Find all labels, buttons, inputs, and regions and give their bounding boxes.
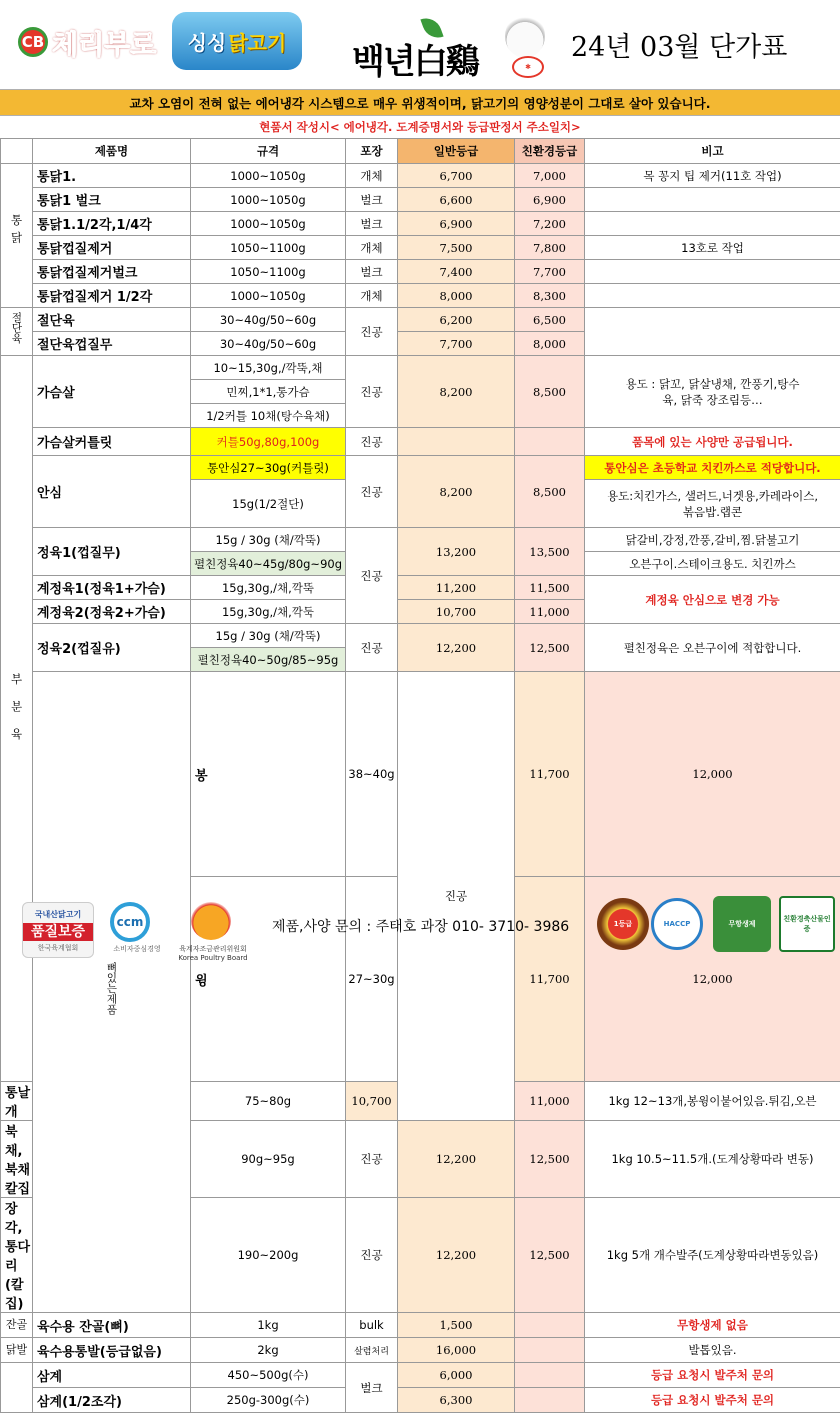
general-price: 7,500 [398, 236, 515, 260]
table-row [1, 356, 840, 380]
product-remark: 1kg 12~13개,봉윙이붙어있음.튀김,오븐 [585, 1082, 840, 1121]
product-name: 북채,북채칼집 [1, 1121, 33, 1198]
product-name: 장각,통다리(칼집) [1, 1198, 33, 1313]
table-row [1, 1363, 840, 1388]
product-spec: 펼친정육40~45g/80g~90g [191, 552, 346, 576]
eco-price: 12,500 [515, 624, 585, 672]
product-name: 통닭껍질제거벌크 [33, 260, 191, 284]
cherrybro-wordmark: 체리부로 [52, 23, 156, 62]
eco-price: 11,000 [515, 1082, 585, 1121]
quality-guarantee-badge [22, 902, 94, 958]
product-spec: 1000~1050g [191, 188, 346, 212]
product-name: 통닭1.1/2각,1/4각 [33, 212, 191, 236]
product-name: 정육2(껍질유) [33, 624, 191, 672]
table-row [1, 236, 840, 260]
table-row [1, 1313, 840, 1338]
category-cut: 절단육 [1, 308, 33, 356]
product-spec: 90g~95g [191, 1121, 346, 1198]
eco-price: 8,500 [515, 456, 585, 528]
haccp-cert-icon: HACCP [651, 898, 703, 950]
product-remark: 등급 요청시 발주처 문의 [585, 1388, 840, 1413]
eco-price [515, 1388, 585, 1413]
product-pack: 살렴처리 [346, 1338, 398, 1363]
general-price: 16,000 [398, 1338, 515, 1363]
table-row [1, 428, 840, 456]
eco-price: 8,300 [515, 284, 585, 308]
product-name: 통닭1 벌크 [33, 188, 191, 212]
general-price: 12,200 [398, 1121, 515, 1198]
table-row [1, 164, 840, 188]
cherrybro-badge: CB [18, 27, 48, 57]
stamp-icon: ✱ [512, 56, 544, 78]
category-feet: 닭발 [1, 1338, 33, 1363]
product-remark: 통안심은 초등학교 치킨까스로 적당합니다. [585, 456, 840, 480]
product-pack: 개체 [346, 236, 398, 260]
general-price: 8,200 [398, 356, 515, 428]
product-remark: 품목에 있는 사양만 공급됩니다. [585, 428, 840, 456]
col-name: 제품명 [33, 139, 191, 164]
ccm-caption: 소비자중심경영 [104, 944, 170, 954]
singsing-text: 싱싱 [188, 27, 227, 56]
product-spec: 2kg [191, 1338, 346, 1363]
product-spec: 15g / 30g (채/깍뚝) [191, 624, 346, 648]
product-name: 통닭껍질제거 1/2각 [33, 284, 191, 308]
baeknyeon-logo [350, 10, 550, 80]
product-spec: 15g / 30g (채/깍뚝) [191, 528, 346, 552]
product-name: 절단육껍질무 [33, 332, 191, 356]
eco-cert-icon: 친환경축산물인증 [779, 896, 835, 952]
product-remark: 발톱있음. [585, 1338, 840, 1363]
general-price: 6,700 [398, 164, 515, 188]
product-pack: 진공 [346, 456, 398, 528]
col-pack: 포장 [346, 139, 398, 164]
product-spec: 1/2커틀 10채(탕수육채) [191, 404, 346, 428]
egg-icon [191, 902, 231, 940]
eco-price: 8,500 [515, 356, 585, 428]
product-pack: 진공 [346, 528, 398, 624]
product-spec: 1kg [191, 1313, 346, 1338]
product-pack: 진공 [346, 356, 398, 428]
table-row [1, 260, 840, 284]
product-spec: 38~40g [346, 672, 398, 877]
product-remark: 1kg 5개 개수발주(도계상황따라변동있음) [585, 1198, 840, 1313]
category-bone: 뼈있는제품 [33, 672, 191, 1313]
table-row [1, 284, 840, 308]
general-price: 13,200 [398, 528, 515, 576]
product-remark [585, 212, 840, 236]
general-price: 1,500 [398, 1313, 515, 1338]
category-header-cell [1, 139, 33, 164]
poultry-board-caption [173, 944, 253, 962]
badge-main-text: 품질보증 [23, 923, 93, 941]
category-samgye [1, 1363, 33, 1413]
product-name: 계정육2(정육2+가슴) [33, 600, 191, 624]
category-parts: 부분육 [1, 356, 33, 1082]
general-price: 7,400 [398, 260, 515, 284]
eco-price: 13,500 [515, 528, 585, 576]
eco-price: 7,000 [515, 164, 585, 188]
product-remark: 오븐구이.스테이크용도. 치킨까스 [585, 552, 840, 576]
product-pack: 벌크 [346, 188, 398, 212]
table-row [1, 672, 840, 877]
poultry-board-english: Korea Poultry Board [178, 954, 247, 962]
col-remark: 비고 [585, 139, 840, 164]
antibiotic-free-cert-icon: 무항생제 [713, 896, 771, 952]
product-spec: 커틀50g,80g,100g [191, 428, 346, 456]
eco-price: 7,200 [515, 212, 585, 236]
eco-price: 6,900 [515, 188, 585, 212]
product-spec: 1050~1100g [191, 236, 346, 260]
product-remark: 등급 요청시 발주처 문의 [585, 1363, 840, 1388]
product-spec: 15g,30g,/채,깍뚝 [191, 576, 346, 600]
product-name: 통닭껍질제거 [33, 236, 191, 260]
general-price: 8,200 [398, 456, 515, 528]
table-row [1, 212, 840, 236]
product-pack: 벌크 [346, 260, 398, 284]
eco-price: 6,500 [515, 308, 585, 332]
poultry-board-badge [173, 902, 251, 956]
price-table [0, 138, 840, 1413]
general-price: 12,200 [398, 1198, 515, 1313]
product-spec: 1000~1050g [191, 284, 346, 308]
product-remark: 무항생제 없음 [585, 1313, 840, 1338]
eco-price: 7,700 [515, 260, 585, 284]
product-name: 정육1(껍질무) [33, 528, 191, 576]
product-remark: 목 꽁지 팁 제거(11호 작업) [585, 164, 840, 188]
badge-top-text: 국내산닭고기 [23, 909, 93, 920]
table-header-row [1, 139, 840, 164]
product-spec: 15g,30g,/채,깍둑 [191, 600, 346, 624]
general-price: 12,200 [398, 624, 515, 672]
product-name: 봉 [191, 672, 346, 877]
product-remark [585, 308, 840, 356]
product-spec: 27~30g [346, 877, 398, 1082]
table-row [1, 1388, 840, 1413]
product-spec: 펼친정육40~50g/85~95g [191, 648, 346, 672]
col-eco: 친환경등급 [515, 139, 585, 164]
page-title: 24년 03월 단가표 [571, 25, 787, 64]
category-whole: 통닭 [1, 164, 33, 308]
eco-price: 11,500 [515, 576, 585, 600]
general-price: 6,300 [398, 1388, 515, 1413]
general-price: 6,000 [398, 1363, 515, 1388]
eco-price: 12,000 [585, 672, 840, 877]
order-note: 현품서 작성시< 에어냉각. 도계증명서와 등급판정서 주소일치> [0, 116, 840, 138]
product-pack: 진공 [346, 428, 398, 456]
product-pack: 벌크 [346, 212, 398, 236]
eco-price [515, 428, 585, 456]
eco-price [515, 1313, 585, 1338]
product-pack: 개체 [346, 164, 398, 188]
product-spec: 30~40g/50~60g [191, 308, 346, 332]
product-spec: 민찌,1*1,통가슴 [191, 380, 346, 404]
general-price: 10,700 [398, 600, 515, 624]
product-pack: 진공 [346, 308, 398, 356]
product-pack: 진공 [346, 1121, 398, 1198]
general-price: 7,700 [398, 332, 515, 356]
eco-price: 11,000 [515, 600, 585, 624]
hygiene-banner: 교차 오염이 전혀 없는 에어냉각 시스템으로 매우 위생적이며, 닭고기의 영양성분이 그대로 살아 있습니다. [0, 89, 840, 116]
product-spec: 450~500g(수) [191, 1363, 346, 1388]
product-remark: 펼친정육은 오븐구이에 적합합니다. [585, 624, 840, 672]
col-spec: 규격 [191, 139, 346, 164]
table-row [1, 308, 840, 332]
general-price: 10,700 [346, 1082, 398, 1121]
product-spec: 1000~1050g [191, 212, 346, 236]
product-pack: 진공 [346, 624, 398, 672]
product-name: 가슴살커틀릿 [33, 428, 191, 456]
product-spec: 15g(1/2절단) [191, 480, 346, 528]
general-price: 11,700 [515, 672, 585, 877]
table-row [1, 188, 840, 212]
product-name: 육수용통발(등급없음) [33, 1338, 191, 1363]
product-name: 육수용 잔골(뼈) [33, 1313, 191, 1338]
table-row [1, 528, 840, 552]
product-pack: bulk [346, 1313, 398, 1338]
product-name: 안심 [33, 456, 191, 528]
chicken-text: 닭고기 [228, 27, 286, 56]
header [0, 0, 840, 88]
eco-price: 12,500 [515, 1198, 585, 1313]
product-remark: 닭갈비,강정,깐풍,갈비,찜.닭불고기 [585, 528, 840, 552]
eco-price: 8,000 [515, 332, 585, 356]
table-row [1, 624, 840, 648]
product-pack: 진공 [346, 1198, 398, 1313]
contact-info: 제품,사양 문의 : 주태호 과장 010- 3710- 3986 [272, 916, 569, 936]
product-spec: 1050~1100g [191, 260, 346, 284]
eco-price: 12,500 [515, 1121, 585, 1198]
product-name: 가슴살 [33, 356, 191, 428]
product-name: 통닭1. [33, 164, 191, 188]
table-row [1, 1338, 840, 1363]
product-remark [585, 284, 840, 308]
eco-price [515, 1338, 585, 1363]
cherrybro-logo [18, 22, 156, 62]
general-price: 6,200 [398, 308, 515, 332]
product-spec: 1000~1050g [191, 164, 346, 188]
baeknyeon-wordmark: 백년白鷄 [352, 34, 478, 83]
footer [0, 892, 840, 966]
general-price: 6,900 [398, 212, 515, 236]
product-spec: 30~40g/50~60g [191, 332, 346, 356]
grade-cert-icon: 1등급 [597, 898, 649, 950]
product-name: 계정육1(정육1+가슴) [33, 576, 191, 600]
hen-icon [505, 14, 545, 58]
category-small: 잔골 [1, 1313, 33, 1338]
general-price: 8,000 [398, 284, 515, 308]
table-row [1, 456, 840, 480]
product-remark: 13호로 작업 [585, 236, 840, 260]
singsing-chicken-logo [172, 12, 302, 70]
product-remark: 용도 : 닭꼬, 닭살냉채, 깐풍기,탕수육, 닭죽 장조림등… [585, 356, 840, 428]
general-price: 6,600 [398, 188, 515, 212]
eco-price: 7,800 [515, 236, 585, 260]
eco-price: 12,000 [585, 877, 840, 1082]
badge-sub-text: 한국육계협회 [23, 943, 93, 953]
ccm-badge [104, 902, 164, 956]
general-price: 11,200 [398, 576, 515, 600]
product-remark: 1kg 10.5~11.5개.(도계상황따라 변동) [585, 1121, 840, 1198]
product-spec: 250g-300g(수) [191, 1388, 346, 1413]
col-general: 일반등급 [398, 139, 515, 164]
product-pack: 벌크 [346, 1363, 398, 1413]
table-row [1, 576, 840, 600]
product-name: 통날개 [1, 1082, 33, 1121]
product-spec: 75~80g [191, 1082, 346, 1121]
product-spec: 10~15,30g,/깍뚝,채 [191, 356, 346, 380]
product-name: 윙 [191, 877, 346, 1082]
product-remark: 용도:치킨가스, 샐러드,너겟용,카레라이스, 볶음밥.랩콘 [585, 480, 840, 528]
product-spec: 통안심27~30g(커틀릿) [191, 456, 346, 480]
eco-price [515, 1363, 585, 1388]
poultry-board-name: 육계자조금관리위원회 [179, 945, 247, 953]
product-name: 절단육 [33, 308, 191, 332]
product-remark: 계정육 안심으로 변경 가능 [585, 576, 840, 624]
ccm-icon: ccm [110, 902, 150, 942]
product-pack: 진공 [398, 672, 515, 1121]
product-remark [585, 188, 840, 212]
product-remark [585, 260, 840, 284]
product-spec: 190~200g [191, 1198, 346, 1313]
product-pack: 개체 [346, 284, 398, 308]
product-name: 삼계 [33, 1363, 191, 1388]
general-price [398, 428, 515, 456]
product-name: 삼계(1/2조각) [33, 1388, 191, 1413]
general-price: 11,700 [515, 877, 585, 1082]
